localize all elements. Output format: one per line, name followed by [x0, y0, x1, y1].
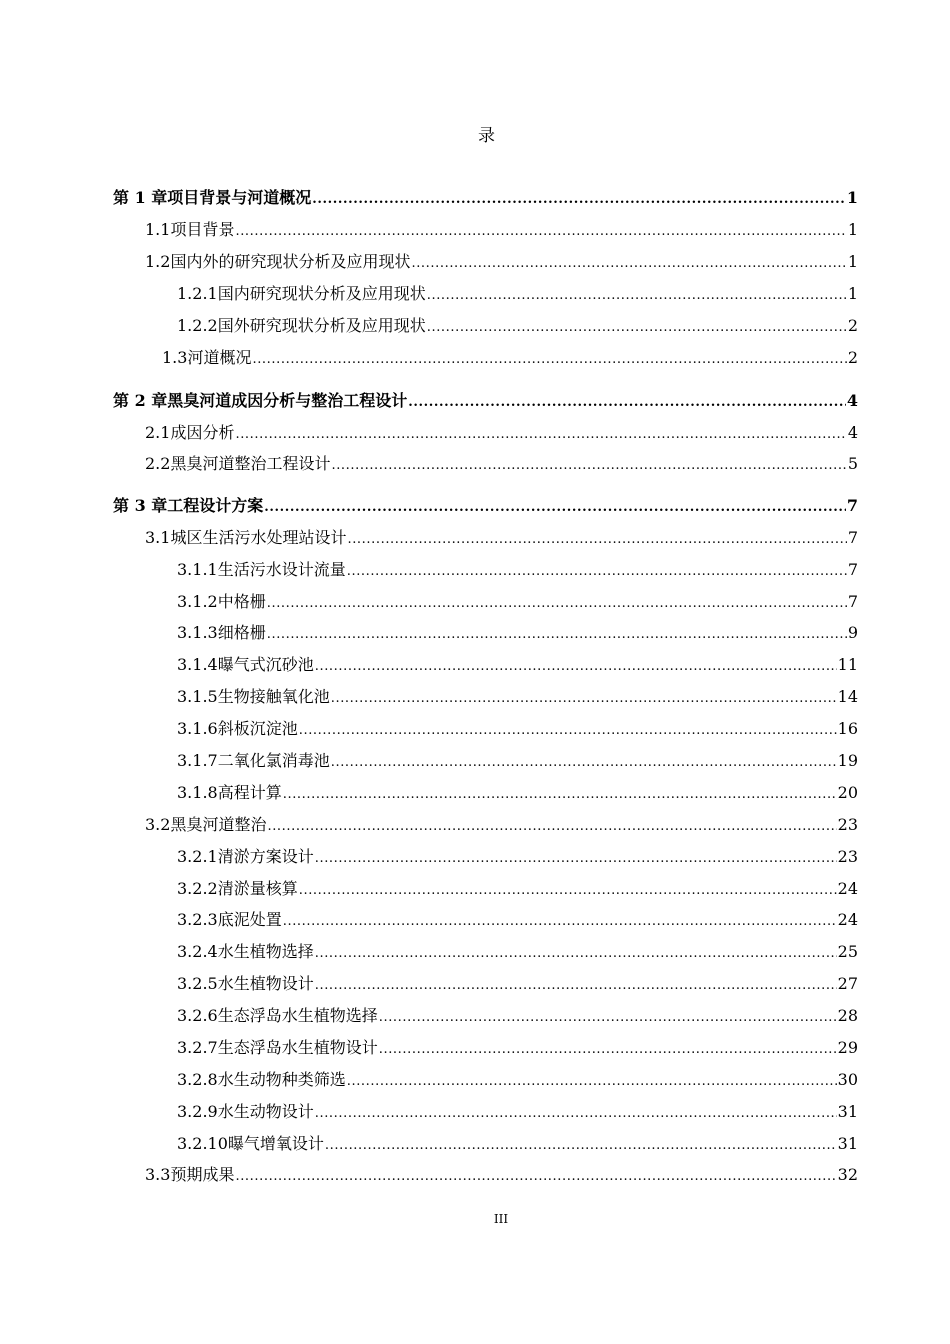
toc-entry-page: 14 [837, 687, 858, 706]
toc-entry-number: 第 3 章 [113, 496, 168, 515]
dot-leader [331, 454, 846, 474]
toc-entry-number: 3.2 [145, 815, 171, 834]
toc-entry-page: 1 [847, 220, 858, 239]
toc-entry-number: 3.1.2 [177, 592, 218, 611]
toc-entry-title: 清淤方案设计 [217, 847, 314, 866]
toc-entry-title: 国内研究现状分析及应用现状 [217, 284, 426, 303]
dot-leader [379, 1038, 837, 1058]
toc-entry-page: 1 [846, 188, 858, 207]
toc-entry-page: 11 [837, 655, 858, 674]
toc-entry-title: 水生动物种类筛选 [217, 1070, 346, 1089]
toc-entry-page: 23 [837, 847, 858, 866]
toc-entry-number: 3.2.8 [177, 1070, 218, 1089]
toc-entry-page: 27 [837, 974, 858, 993]
dot-leader [235, 1165, 836, 1185]
toc-entry[interactable] [145, 417, 858, 443]
toc-entry-page: 24 [837, 879, 858, 898]
toc-entry[interactable] [162, 342, 858, 368]
toc-entry-number: 3.2.3 [177, 910, 218, 929]
toc-entry-title: 黑臭河道成因分析与整治工程设计 [167, 391, 408, 410]
toc-entry-title: 清淤量核算 [217, 879, 298, 898]
dot-leader [315, 655, 837, 675]
dot-leader [267, 815, 836, 835]
dot-leader [325, 1134, 837, 1154]
toc-entry[interactable] [177, 681, 858, 707]
toc-entry-number: 3.1.5 [177, 687, 218, 706]
dot-leader [315, 1102, 837, 1122]
dot-leader [267, 623, 847, 643]
toc-entry-number: 2.1 [145, 423, 171, 442]
toc-entry-number: 2.2 [145, 454, 171, 473]
dot-leader [315, 847, 837, 867]
toc-entry[interactable] [145, 1159, 858, 1185]
toc-entry-page: 31 [837, 1134, 858, 1153]
toc-entry[interactable] [145, 448, 858, 474]
dot-leader [267, 592, 847, 612]
toc-entry-title: 生态浮岛水生植物设计 [217, 1038, 378, 1057]
toc-entry-title: 二氧化氯消毒池 [217, 751, 330, 770]
toc-entry[interactable] [177, 873, 858, 899]
page-number: III [493, 1212, 509, 1226]
toc-entry-page: 7 [846, 496, 858, 515]
toc-entry[interactable] [113, 490, 858, 516]
toc-entry[interactable] [177, 904, 858, 930]
toc-entry[interactable] [177, 1000, 858, 1026]
toc-entry[interactable] [177, 649, 858, 675]
toc-entry-number: 3.1.1 [177, 560, 218, 579]
toc-entry-page: 30 [837, 1070, 858, 1089]
toc-entry-number: 1.2 [145, 252, 171, 271]
toc-entry-page: 31 [837, 1102, 858, 1121]
dot-leader [347, 560, 847, 580]
toc-entry[interactable] [177, 968, 858, 994]
toc-entry-number: 3.2.10 [177, 1134, 228, 1153]
toc-entry-page: 7 [847, 592, 858, 611]
dot-leader [283, 910, 837, 930]
toc-entry-title: 曝气式沉砂池 [217, 655, 314, 674]
toc-entry[interactable] [177, 1096, 858, 1122]
toc-entry-number: 3.2.5 [177, 974, 218, 993]
toc-entry[interactable] [177, 1064, 858, 1090]
toc-entry-page: 16 [837, 719, 858, 738]
toc-entry-title: 成因分析 [170, 423, 235, 442]
toc-entry-number: 3.2.7 [177, 1038, 218, 1057]
toc-entry[interactable] [177, 617, 858, 643]
toc-entry-page: 9 [847, 623, 858, 642]
toc-entry-page: 32 [837, 1165, 858, 1184]
toc-entry-number: 3.2.4 [177, 942, 218, 961]
toc-entry-page: 7 [847, 560, 858, 579]
toc-entry-page: 4 [847, 423, 858, 442]
dot-leader [347, 528, 846, 548]
toc-entry-number: 1.3 [162, 348, 188, 367]
toc-entry-number: 1.2.2 [177, 316, 218, 335]
toc-entry[interactable] [113, 182, 858, 208]
dot-leader [331, 751, 837, 771]
toc-entry-page: 7 [847, 528, 858, 547]
toc-entry-page: 19 [837, 751, 858, 770]
dot-leader [427, 316, 847, 336]
dot-leader [411, 252, 846, 272]
toc-entry-title: 项目背景 [170, 220, 235, 239]
toc-entry-title: 水生植物设计 [217, 974, 314, 993]
toc-entry-title: 河道概况 [187, 348, 252, 367]
dot-leader [235, 220, 846, 240]
toc-entry[interactable] [177, 1128, 858, 1154]
toc-entry[interactable] [177, 936, 858, 962]
toc-entry-title: 底泥处置 [217, 910, 282, 929]
toc-entry-title: 中格栅 [217, 592, 266, 611]
toc-entry-page: 25 [837, 942, 858, 961]
dot-leader [408, 391, 846, 411]
toc-entry-title: 斜板沉淀池 [217, 719, 298, 738]
toc-entry-title: 黑臭河道整治 [170, 815, 267, 834]
toc-entry-page: 29 [837, 1038, 858, 1057]
toc-entry-title: 项目背景与河道概况 [167, 188, 312, 207]
toc-entry-number: 3.1.6 [177, 719, 218, 738]
toc-entry[interactable] [177, 745, 858, 771]
toc-entry[interactable] [145, 809, 858, 835]
toc-entry[interactable] [177, 1032, 858, 1058]
toc-entry-number: 3.2.1 [177, 847, 218, 866]
dot-leader [331, 687, 837, 707]
toc-entry-page: 4 [846, 391, 858, 410]
toc-entry-page: 28 [837, 1006, 858, 1025]
toc-entry[interactable] [177, 777, 858, 803]
toc-entry-number: 3.2.6 [177, 1006, 218, 1025]
toc-entry[interactable] [177, 841, 858, 867]
dot-leader [315, 974, 837, 994]
dot-leader [379, 1006, 837, 1026]
toc-entry-number: 3.1 [145, 528, 171, 547]
toc-entry[interactable] [177, 554, 858, 580]
toc-entry[interactable] [145, 214, 858, 240]
toc-entry-page: 23 [837, 815, 858, 834]
dot-leader [252, 348, 846, 368]
toc-entry-number: 3.3 [145, 1165, 171, 1184]
toc-entry-title: 细格栅 [217, 623, 266, 642]
toc-entry-number: 3.1.4 [177, 655, 218, 674]
toc-entry-title: 国内外的研究现状分析及应用现状 [170, 252, 411, 271]
dot-leader [283, 783, 837, 803]
toc-entry-title: 国外研究现状分析及应用现状 [217, 316, 426, 335]
dot-leader [427, 284, 847, 304]
toc-entry-title: 工程设计方案 [167, 496, 264, 515]
dot-leader [264, 496, 846, 516]
toc-entry-page: 24 [837, 910, 858, 929]
toc-entry-number: 3.2.2 [177, 879, 218, 898]
toc-entry-page: 2 [847, 348, 858, 367]
toc-entry-page: 20 [837, 783, 858, 802]
toc-entry-number: 3.1.3 [177, 623, 218, 642]
toc-entry-title: 高程计算 [217, 783, 282, 802]
toc-entry[interactable] [145, 246, 858, 272]
toc-entry-page: 1 [847, 252, 858, 271]
toc-entry-number: 3.1.7 [177, 751, 218, 770]
toc-entry-title: 城区生活污水处理站设计 [170, 528, 347, 547]
dot-leader [312, 188, 846, 208]
dot-leader [299, 719, 837, 739]
dot-leader [347, 1070, 837, 1090]
toc-entry[interactable] [177, 278, 858, 304]
toc-entry[interactable] [177, 310, 858, 336]
toc-entry-number: 第 2 章 [113, 391, 168, 410]
toc-entry-page: 5 [847, 454, 858, 473]
toc-entry-number: 3.2.9 [177, 1102, 218, 1121]
toc-entry[interactable] [145, 522, 858, 548]
toc-entry[interactable] [177, 586, 858, 612]
toc-entry-page: 1 [847, 284, 858, 303]
toc-entry-number: 3.1.8 [177, 783, 218, 802]
page-title: 录 [478, 126, 495, 146]
toc-entry-number: 第 1 章 [113, 188, 168, 207]
dot-leader [235, 423, 846, 443]
toc-entry-title: 生活污水设计流量 [217, 560, 346, 579]
toc-entry-title: 水生植物选择 [217, 942, 314, 961]
toc-entry-title: 水生动物设计 [217, 1102, 314, 1121]
toc-entry-title: 黑臭河道整治工程设计 [170, 454, 331, 473]
toc-entry-title: 生态浮岛水生植物选择 [217, 1006, 378, 1025]
toc-entry-title: 预期成果 [170, 1165, 235, 1184]
toc-entry-page: 2 [847, 316, 858, 335]
dot-leader [299, 879, 837, 899]
toc-entry[interactable] [113, 385, 858, 411]
toc-entry[interactable] [177, 713, 858, 739]
toc-entry-title: 生物接触氧化池 [217, 687, 330, 706]
toc-entry-number: 1.2.1 [177, 284, 218, 303]
toc-entry-title: 曝气增氧设计 [227, 1134, 324, 1153]
toc-entry-number: 1.1 [145, 220, 171, 239]
dot-leader [315, 942, 837, 962]
